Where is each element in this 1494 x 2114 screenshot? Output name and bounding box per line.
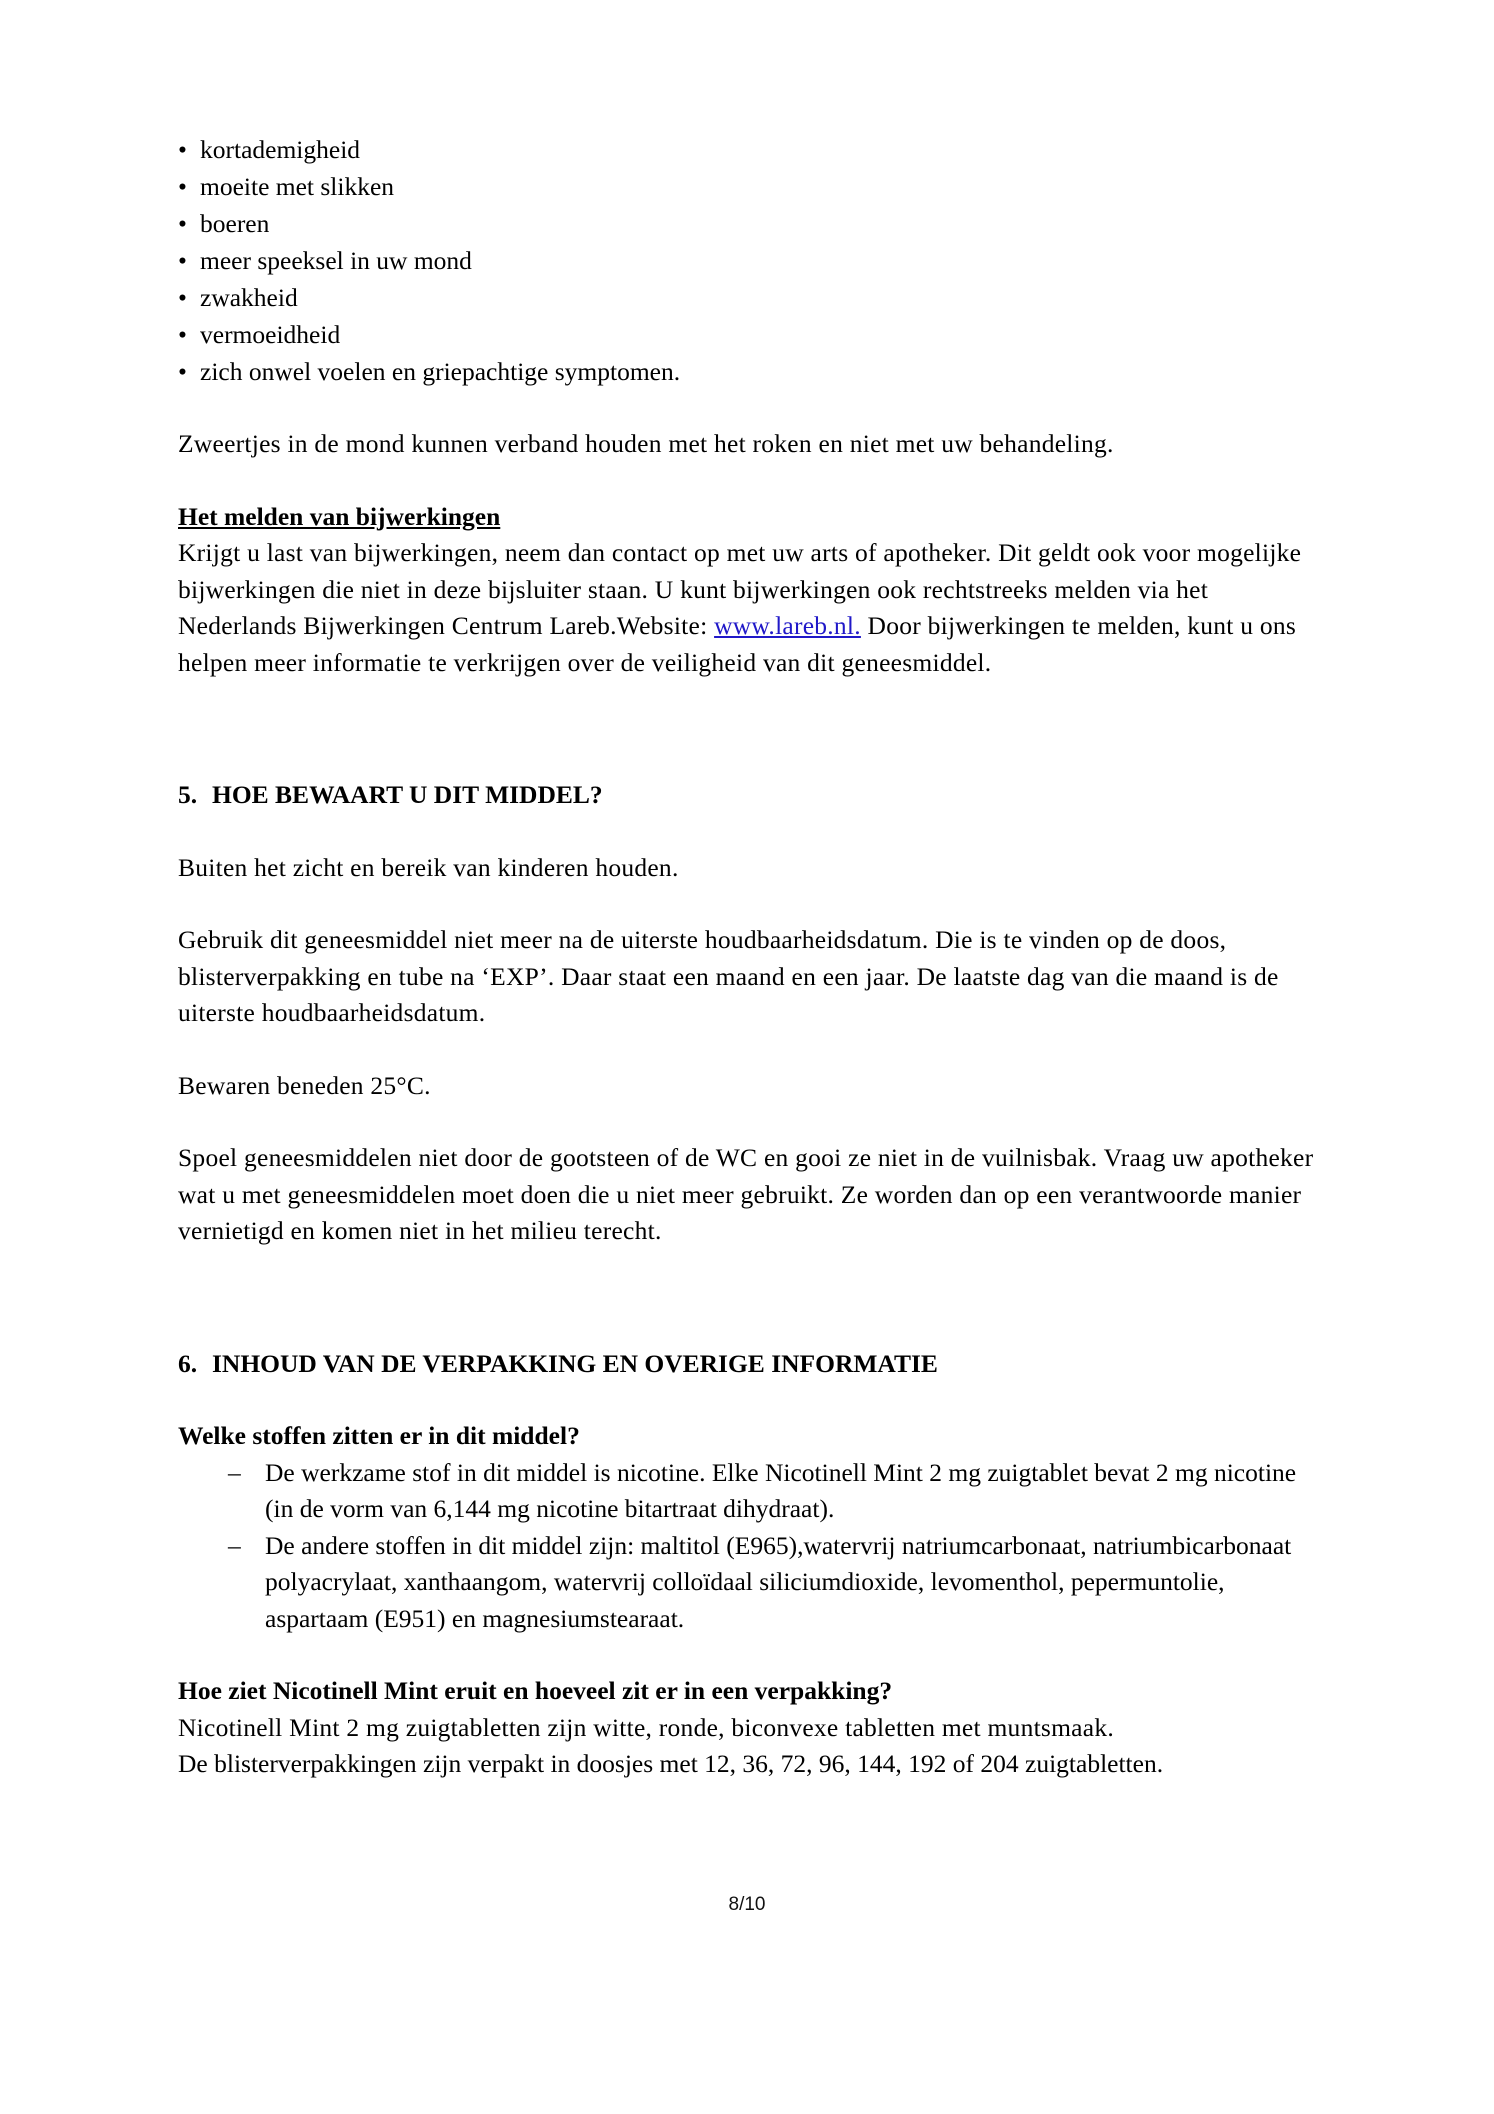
reporting-heading: Het melden van bijwerkingen [178, 501, 501, 531]
appearance-paragraph: Nicotinell Mint 2 mg zuigtabletten zijn witte, ronde, biconvexe tabletten met muntsmaak. [178, 1712, 1114, 1742]
list-item-label: De werkzame stof in dit middel is nicotine. Elke Nicotinell Mint 2 mg zuigtablet bevat 2 mg nicotine (in de vorm van 6,144 mg nicotine bitartraat dihydraat). [265, 1457, 1297, 1523]
spacer [178, 463, 1318, 499]
section-6-heading [178, 1346, 1318, 1383]
reporting-text-after-link: Door bijwerkingen te melden, kunt u ons helpen meer informatie te verkrijgen over de veiligheid van dit geneesmiddel. [178, 611, 1297, 677]
spacer [178, 886, 1318, 922]
bullet-icon: • [178, 320, 187, 349]
list-item-label: meer speeksel in uw mond [200, 246, 472, 275]
bullet-icon: • [178, 209, 187, 238]
spacer [178, 814, 1318, 850]
bullet-icon: • [178, 135, 187, 164]
list-item [178, 279, 1318, 316]
list-item-label: De andere stoffen in dit middel zijn: maltitol (E965),watervrij natriumcarbonaat, natriumbicarbonaat polyacrylaat, xanthaangom, watervrij colloïdaal siliciumdioxide, levomenthol, pepermuntolie, aspartaam (E951) en magnesiumstearaat. [265, 1530, 1292, 1633]
bullet-icon: • [178, 172, 187, 201]
bullet-icon: • [178, 246, 187, 275]
list-item-label: zwakheid [200, 283, 298, 312]
expiry-paragraph: Gebruik dit geneesmiddel niet meer na de uiterste houdbaarheidsdatum. Die is te vinden op de doos, blisterverpakking en tube na ‘EXP’. Daar staat een maand en een jaar. De laatste dag van die maand is de uiterste houdbaarheidsdatum. [178, 925, 1279, 1027]
list-item-label: kortademigheid [200, 135, 361, 164]
page-content [178, 131, 1318, 1783]
mouth-ulcer-note: Zweertjes in de mond kunnen verband houden met het roken en niet met uw behandeling. [178, 429, 1114, 458]
list-item-label: moeite met slikken [200, 172, 395, 201]
list-item [178, 242, 1318, 279]
list-item [178, 353, 1318, 390]
packaging-paragraph: De blisterverpakkingen zijn verpakt in doosjes met 12, 36, 72, 96, 144, 192 of 204 zuigtabletten. [178, 1749, 1164, 1778]
ingredients-heading: Welke stoffen zitten er in dit middel? [178, 1421, 580, 1450]
spacer [178, 1382, 1318, 1418]
list-item-label: vermoeidheid [200, 320, 341, 349]
keep-out-of-reach-paragraph: Buiten het zicht en bereik van kinderen houden. [178, 852, 679, 882]
storage-temperature-paragraph: Bewaren beneden 25°C. [178, 1070, 431, 1100]
spacer [178, 1104, 1318, 1140]
section-5-title: HOE BEWAART U DIT MIDDEL? [212, 780, 603, 809]
list-item [178, 1528, 1318, 1638]
ingredients-dash-list [178, 1455, 1318, 1638]
list-item [178, 316, 1318, 353]
bullet-icon: • [178, 283, 187, 312]
list-item-label: boeren [200, 209, 270, 238]
reporting-paragraph [178, 535, 1318, 681]
spacer [178, 1637, 1318, 1673]
page-number-footer: 8/10 [728, 1894, 766, 1915]
list-item-label: zich onwel voelen en griepachtige symptomen. [200, 357, 681, 386]
bullet-icon: • [178, 357, 187, 386]
side-effects-bullet-list [178, 131, 1318, 390]
spacer [178, 1032, 1318, 1068]
spacer [178, 1250, 1318, 1346]
section-5-number: 5. [178, 780, 198, 809]
list-item [178, 131, 1318, 168]
disposal-paragraph: Spoel geneesmiddelen niet door de gootsteen of de WC en gooi ze niet in de vuilnisbak. Vraag uw apotheker wat u met geneesmiddelen moet doen die u niet meer gebruikt. Ze worden dan op een verantwoorde manier vernietigd en komen niet in het milieu terecht. [178, 1143, 1314, 1245]
dash-bullet-icon: – [228, 1457, 241, 1487]
dash-bullet-icon: – [228, 1530, 241, 1560]
section-6-title: INHOUD VAN DE VERPAKKING EN OVERIGE INFORMATIE [212, 1348, 938, 1378]
spacer [178, 390, 1318, 426]
list-item [178, 168, 1318, 205]
reporting-text-before-link: Krijgt u last van bijwerkingen, neem dan contact op met uw arts of apotheker. Dit geldt ook voor mogelijke bijwerkingen die niet in deze bijsluiter staan. U kunt bijwerkingen ook rechtstreeks melden via het Nederlands Bijwerkingen Centrum Lareb.Website: [178, 538, 1302, 640]
lareb-website-link[interactable]: www.lareb.nl. [714, 611, 861, 640]
spacer [178, 681, 1318, 777]
section-5-heading [178, 777, 1318, 814]
appearance-heading: Hoe ziet Nicotinell Mint eruit en hoeveel zit er in een verpakking? [178, 1676, 893, 1705]
list-item [178, 205, 1318, 242]
list-item [178, 1455, 1318, 1528]
section-6-number: 6. [178, 1348, 198, 1378]
